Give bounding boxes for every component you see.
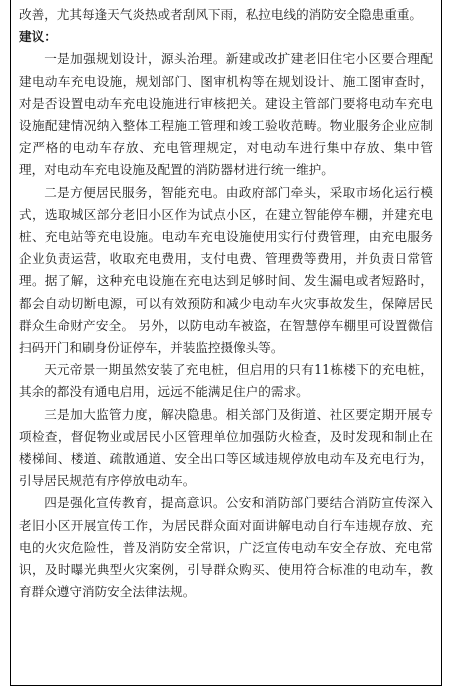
document-page (10, 0, 442, 686)
paragraph-suggestion-1: 一是加强规划设计，源头治理。新建或改扩建老旧住宅小区要合理配建电动车充电设施，规划部门、图审机构等在规划设计、施工图审查时，对是否设置电动车充电设施进行审核把关。建设主管部门要将电动车充电设施配建情况纳入整体工程施工管理和竣工验收范畴。物业服务企业应制定严格的电动车存放、充电管理规定，对电动车进行集中存放、集中管理，对电动车充电设施及配置的消防器材进行统一维护。 (19, 51, 433, 178)
suggestions-heading: 建议： (19, 29, 57, 45)
paragraph-intro-tail: 改善，尤其每逢天气炎热或者刮风下雨，私拉电线的消防安全隐患重重。 (19, 7, 422, 22)
paragraph-suggestion-3: 三是加大监管力度，解决隐患。相关部门及街道、社区要定期开展专项检查，督促物业或居民小区管理单位加强防火检查，及时发现和制止在楼梯间、楼道、疏散通道、安全出口等区域违规停放电动车及充电行为，引导居民规范有序停放电动车。 (19, 406, 433, 489)
paragraph-suggestion-4: 四是强化宣传教育，提高意识。公安和消防部门要结合消防宣传深入老旧小区开展宣传工作，为居民群众面对面讲解电动自行车违规存放、充电的火灾危险性，普及消防安全常识，广泛宣传电动车安全存放、充电常识，及时曝光典型火灾案例，引导群众购买、使用符合标准的电动车，教育群众遵守消防安全法律法规。 (19, 495, 433, 600)
paragraph-suggestion-2: 二是方便居民服务，智能充电。由政府部门牵头，采取市场化运行模式，选取城区部分老旧小区作为试点小区，在建立智能停车棚，并建充电桩、充电站等充电设施。电动车充电设施使用实行付费管理，由充电服务企业负责运营，收取充电费用，支付电费、管理费等费用，并负责日常管理。据了解，这种充电设施在充电达到足够时间、发生漏电或者短路时，都会自动切断电源，可以有效预防和减少电动车火灾事故发生，保障居民群众生命财产安全。 另外，以防电动车被盗，在智慧停车棚里可设置微信扫码开门和刷身份证停车，并装监控摄像头等。 (19, 184, 433, 356)
paragraph-example-tianyuan: 天元帝景一期虽然安装了充电桩，但启用的只有11栋楼下的充电桩，其余的都没有通电启用，远远不能满足住户的需求。 (19, 362, 433, 400)
